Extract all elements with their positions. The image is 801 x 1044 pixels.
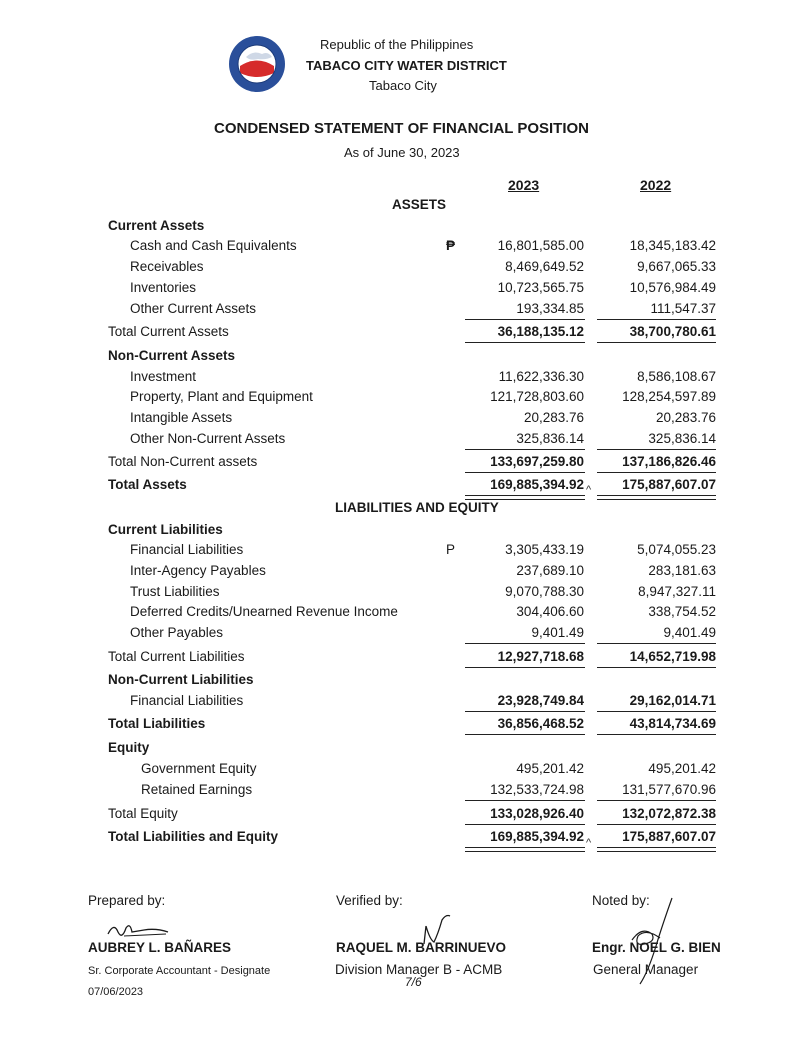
total-rule xyxy=(597,472,716,473)
subtotal-rule xyxy=(465,319,585,320)
total-rule xyxy=(597,824,716,825)
noncurrent-liabilities-heading: Non-Current Liabilities xyxy=(108,672,254,687)
column-2023: 2023 xyxy=(508,177,540,193)
table-row: Cash and Cash Equivalents ₱ 16,801,585.00 18,345,183.42 xyxy=(130,238,716,253)
verified-initial-date: 7/6 xyxy=(405,975,422,989)
table-row: Trust Liabilities 9,070,788.30 8,947,327.11 xyxy=(130,584,716,599)
noted-by-caption: Noted by: xyxy=(592,893,650,908)
subtotal-rule xyxy=(465,643,585,644)
subtotal-rule xyxy=(597,319,716,320)
total-rule xyxy=(465,342,585,343)
statement-title: CONDENSED STATEMENT OF FINANCIAL POSITION xyxy=(214,120,590,137)
table-row-total: Total Equity 133,028,926.40 132,072,872.38 xyxy=(108,806,716,821)
table-row: Financial Liabilities 23,928,749.84 29,162,014.71 xyxy=(130,693,716,708)
header-city: Tabaco City xyxy=(369,78,437,93)
verified-by-title: Division Manager B - ACMB xyxy=(335,962,503,977)
total-rule xyxy=(597,667,716,668)
table-row-grand-total: Total Liabilities and Equity 169,885,394.92 175,887,607.07 xyxy=(108,829,716,844)
header-line-1: Republic of the Philippines xyxy=(320,37,474,52)
subtotal-rule xyxy=(465,711,585,712)
table-row: Government Equity 495,201.42 495,201.42 xyxy=(141,761,716,776)
total-rule xyxy=(465,734,585,735)
noncurrent-assets-heading: Non-Current Assets xyxy=(108,348,236,363)
table-row: Investment 11,622,336.30 8,586,108.67 xyxy=(130,369,716,384)
table-row-total: Total Current Liabilities 12,927,718.68 14,652,719.98 xyxy=(108,649,716,664)
current-liabilities-heading: Current Liabilities xyxy=(108,522,223,537)
peso-sign: P xyxy=(446,542,456,557)
subtotal-rule xyxy=(597,800,716,801)
peso-sign: ₱ xyxy=(446,238,456,253)
table-row: Receivables 8,469,649.52 9,667,065.33 xyxy=(130,259,716,274)
tick-mark: ^ xyxy=(586,837,592,849)
verified-by-name: RAQUEL M. BARRINUEVO xyxy=(336,940,507,955)
double-rule xyxy=(597,495,716,500)
table-row: Deferred Credits/Unearned Revenue Income 304,406.60 338,754.52 xyxy=(130,604,716,619)
double-rule xyxy=(465,847,585,852)
prepared-by-name: AUBREY L. BAÑARES xyxy=(88,940,232,955)
table-row-grand-total: Total Assets 169,885,394.92 175,887,607.07 xyxy=(108,477,716,492)
column-2022: 2022 xyxy=(640,177,672,193)
table-row-total: Total Current Assets 36,188,135.12 38,700,780.61 xyxy=(108,324,716,339)
double-rule xyxy=(597,847,716,852)
table-row: Property, Plant and Equipment 121,728,803.60 128,254,597.89 xyxy=(130,389,716,404)
subtotal-rule xyxy=(465,449,585,450)
total-rule xyxy=(465,824,585,825)
table-row: Retained Earnings 132,533,724.98 131,577,670.96 xyxy=(141,782,716,797)
table-row-total: Total Liabilities 36,856,468.52 43,814,734.69 xyxy=(108,716,716,731)
subtotal-rule xyxy=(597,711,716,712)
verified-by-caption: Verified by: xyxy=(336,893,403,908)
table-row: Other Payables 9,401.49 9,401.49 xyxy=(130,625,716,640)
prepared-by-title: Sr. Corporate Accountant - Designate xyxy=(88,965,271,977)
statement-date: As of June 30, 2023 xyxy=(344,145,460,160)
equity-heading: Equity xyxy=(108,740,150,755)
table-row: Other Current Assets 193,334.85 111,547.37 xyxy=(130,301,716,316)
current-assets-heading: Current Assets xyxy=(108,218,205,233)
prepared-date: 07/06/2023 xyxy=(88,986,144,998)
subtotal-rule xyxy=(597,643,716,644)
table-row: Inter-Agency Payables 237,689.10 283,181.63 xyxy=(130,563,716,578)
prepared-by-caption: Prepared by: xyxy=(88,893,166,908)
header-district-name: TABACO CITY WATER DISTRICT xyxy=(306,58,507,73)
subtotal-rule xyxy=(465,800,585,801)
total-rule xyxy=(597,342,716,343)
table-row: Intangible Assets 20,283.76 20,283.76 xyxy=(130,410,716,425)
total-rule xyxy=(465,472,585,473)
tick-mark: ^ xyxy=(586,484,592,496)
table-row: Financial Liabilities P 3,305,433.19 5,074,055.23 xyxy=(130,542,716,557)
noted-by-name: Engr. NOEL G. BIEN xyxy=(592,940,721,955)
subtotal-rule xyxy=(597,449,716,450)
district-logo xyxy=(228,35,286,93)
table-row-total: Total Non-Current assets 133,697,259.80 137,186,826.46 xyxy=(108,454,716,469)
noted-by-title: General Manager xyxy=(593,962,699,977)
total-rule xyxy=(465,667,585,668)
assets-heading: ASSETS xyxy=(392,197,447,212)
table-row: Other Non-Current Assets 325,836.14 325,836.14 xyxy=(130,431,716,446)
liabilities-heading: LIABILITIES AND EQUITY xyxy=(335,500,499,515)
total-rule xyxy=(597,734,716,735)
table-row: Inventories 10,723,565.75 10,576,984.49 xyxy=(130,280,716,295)
